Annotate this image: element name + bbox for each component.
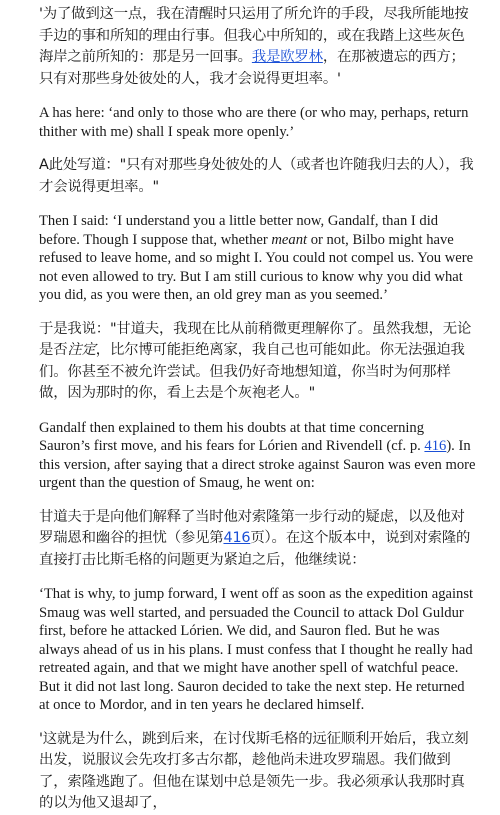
link-olorin[interactable]: 我是欧罗林 xyxy=(251,49,323,65)
link-page-416[interactable]: 416 xyxy=(424,438,447,454)
text-span: '为了做到这一点，我在清醒时只运用了所允许的手段，尽我所能地按手边的事和所知的理由行事。但我心中所知的，或在我踏上这些灰色海岸之前所知的：那是另一回事。 xyxy=(39,6,469,65)
paragraph-zh-1 xyxy=(39,4,476,90)
paragraph-zh-9: '这就是为什么，跳到后来，在讨伐斯毛格的远征顺利开始后，我立刻出发，说服议会先攻打多古尔都，趁他尚未进攻罗瑞恩。我们做到了，索隆逃跑了。但他在谋划中总是领先一步。我必须承认我那时真的以为他又退却了， xyxy=(39,730,469,811)
link-page-416[interactable]: 416 xyxy=(223,530,251,546)
emphasis-text: 注定 xyxy=(67,342,96,358)
text-span: ). In this version, after saying that a direct stroke against Sauron was even more urgent than the question of Smaug, he went on: xyxy=(39,438,476,491)
paragraph-en-6 xyxy=(39,419,476,493)
text-span: ，在那被遗忘的西方；只有对那些身处彼处的人，我才会说得更坦率。' xyxy=(39,49,465,87)
text-span: 于是我说："甘道夫，我现在比从前稍微更理解你了。虽然我想，无论是否 xyxy=(39,320,472,358)
emphasis-text: meant xyxy=(271,231,308,248)
paragraph-en-8: ‘That is why, to jump forward, I went off as soon as the expedition against Smaug was well started, and persuaded the Council to attack Dol Guldur first, before he attacked Lórien. We did, and Sauron fled. But he was always ahead of us in his plans. I must confess that I thought he really had retreated again, and that we might have another spell of watchful peace. But it did not last long. Sauron decided to take the next step. He returned at once to Mordor, and in ten years he declared himself. xyxy=(39,586,474,713)
text-span: Then I said: ‘I understand you a little better now, Gandalf, than I did before. Though I suppose that, whether xyxy=(39,213,439,248)
text-span: 页）。在这个版本中，说到对索隆的直接打击比斯毛格的问题更为紧迫之后，他继续说： xyxy=(39,530,471,568)
text-span: 甘道夫于是向他们解释了当时他对索隆第一步行动的疑虑，以及他对罗瑞恩和幽谷的担忧（参见第 xyxy=(39,508,465,546)
paragraph-zh-3: A此处写道："只有对那些身处彼处的人（或者也许随我归去的人），我才会说得更坦率。" xyxy=(39,157,474,195)
text-span: Gandalf then explained to them his doubts at that time concerning Sauron’s first move, and his fears for Lórien and Rivendell (cf. p. xyxy=(39,419,425,454)
text-span: or not, Bilbo might have refused to leave home, and so might I. You could not compel us. You were not even allowed to try. But I am still curious to know why you did what you did, as you were then, an old grey man as you seemed.’ xyxy=(39,231,474,303)
paragraph-zh-7 xyxy=(39,507,476,572)
paragraph-en-4 xyxy=(39,212,476,305)
paragraph-en-2: A has here: ‘and only to those who are there (or who may, perhaps, return thither with me) shall I speak more openly.’ xyxy=(39,105,469,140)
text-span: ，比尔博可能拒绝离家，我自己也可能如此。你无法强迫我们。你甚至不被允许尝试。但我仍好奇地想知道，你当时为何那样做，因为那时的你，看上去是个灰袍老人。" xyxy=(39,342,465,401)
paragraph-zh-5 xyxy=(39,319,476,405)
